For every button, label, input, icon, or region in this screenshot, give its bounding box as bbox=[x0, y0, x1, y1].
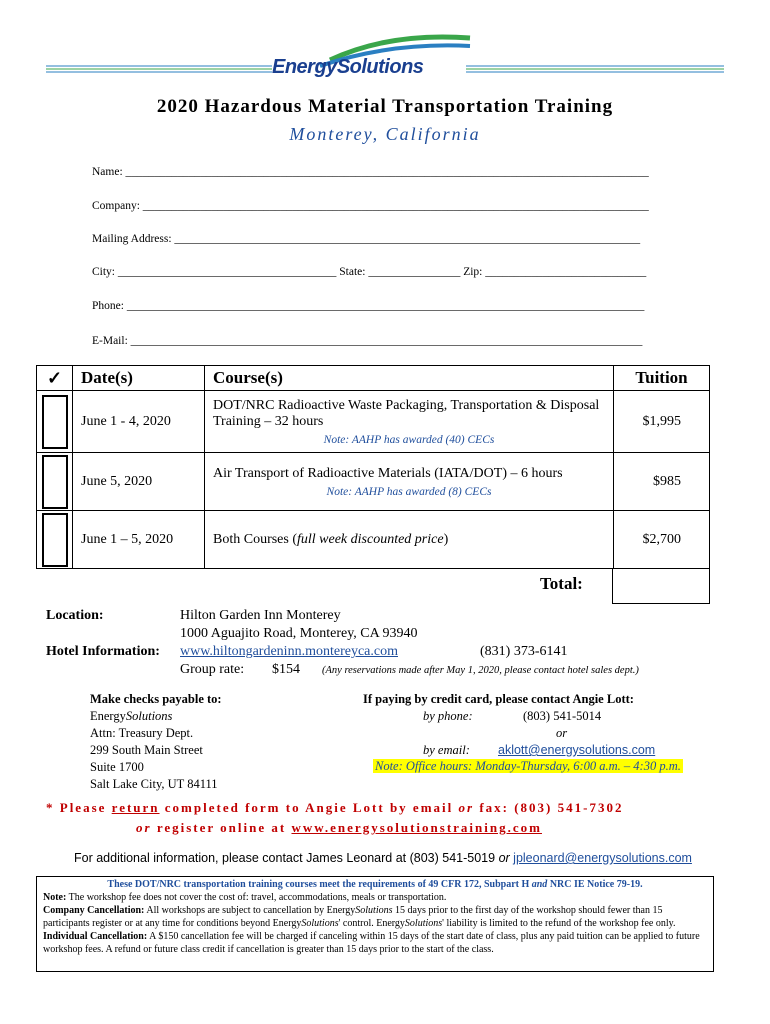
total-label: Total: bbox=[540, 574, 583, 593]
course-3-tuition: $2,700 bbox=[614, 511, 710, 569]
course-1-tuition: $1,995 bbox=[614, 391, 710, 453]
checks-payable-block bbox=[90, 691, 350, 793]
phone-field[interactable]: Phone: __________________________________________________________________________________________ bbox=[92, 300, 645, 312]
credit-or: or bbox=[556, 726, 568, 740]
course-2-date: June 5, 2020 bbox=[73, 453, 205, 511]
checks-payee: EnergySolutions bbox=[90, 709, 173, 723]
terms-header: These DOT/NRC transportation training courses meet the requirements of 49 CFR 172, Subpart H and NRC IE Notice 79-19. bbox=[107, 879, 643, 890]
hotel-phone: (831) 373-6141 bbox=[480, 644, 568, 659]
reservation-note: (Any reservations made after May 1, 2020, please contact hotel sales dept.) bbox=[322, 665, 639, 676]
credit-phone: (803) 541-5014 bbox=[523, 709, 602, 723]
additional-info: For additional information, please contact James Leonard at (803) 541-5019 or jpleonard@energysolutions.com bbox=[74, 851, 692, 865]
course-2-note: Note: AAHP has awarded (8) CECs bbox=[326, 485, 492, 498]
table-row bbox=[37, 453, 710, 511]
additional-email-link[interactable]: jpleonard@energysolutions.com bbox=[513, 851, 692, 865]
course-3-title: Both Courses (full week discounted price) bbox=[205, 511, 614, 569]
hotel-name: Hilton Garden Inn Monterey bbox=[180, 608, 341, 623]
city-state-zip-field[interactable]: City: ______________________________________ State: ________________ Zip: ____________________________ bbox=[92, 266, 647, 278]
terms-box bbox=[36, 876, 714, 972]
location-label: Location: bbox=[46, 608, 104, 623]
name-field[interactable]: Name: ___________________________________________________________________________________________ bbox=[92, 166, 649, 178]
group-rate-value: $154 bbox=[272, 662, 300, 677]
course-table bbox=[36, 365, 710, 569]
return-instructions: * Please return completed form to Angie Lott by email or fax: (803) 541-7302 bbox=[46, 800, 624, 815]
course-2-title: Air Transport of Radioactive Materials (IATA/DOT) – 6 hours bbox=[213, 465, 563, 481]
tuition-header: Tuition bbox=[614, 366, 710, 391]
course-3-date: June 1 – 5, 2020 bbox=[73, 511, 205, 569]
hotel-url-link[interactable]: www.hiltongardeninn.montereyca.com bbox=[180, 644, 398, 659]
course-1-title: DOT/NRC Radioactive Waste Packaging, Transportation & Disposal Training – 32 hours bbox=[213, 397, 600, 429]
credit-email-link[interactable]: aklott@energysolutions.com bbox=[498, 743, 656, 757]
page-title: 2020 Hazardous Material Transportation Training bbox=[156, 96, 614, 117]
terms-individual-cancellation: Individual Cancellation: A $150 cancellation fee will be charged if canceling within 15 days of the start date of class, plus any paid tuition can be applied to future workshop fees. A refund or future class credit if cancellation is greater than 15 days prior to the start of the class. bbox=[43, 931, 700, 955]
checks-heading: Make checks payable to: bbox=[90, 692, 222, 706]
hotel-info-label: Hotel Information: bbox=[46, 644, 160, 659]
course-1-checkbox[interactable] bbox=[42, 395, 68, 449]
course-2-cell bbox=[205, 453, 614, 511]
course-2-checkbox[interactable] bbox=[42, 455, 68, 509]
table-header-row bbox=[37, 366, 710, 391]
company-field[interactable]: Company: ________________________________________________________________________________________ bbox=[92, 200, 649, 212]
date-header: Date(s) bbox=[73, 366, 205, 391]
register-url-link[interactable]: www.energysolutionstraining.com bbox=[291, 820, 542, 835]
page-subtitle: Monterey, California bbox=[289, 124, 481, 144]
course-2-tuition: $985 bbox=[614, 453, 710, 511]
table-row bbox=[37, 511, 710, 569]
hotel-address: 1000 Aguajito Road, Monterey, CA 93940 bbox=[180, 626, 418, 641]
register-online-line: or register online at www.energysolutionstraining.com bbox=[136, 820, 542, 835]
office-hours-note: Note: Office hours: Monday-Thursday, 6:00 a.m. – 4:30 p.m. bbox=[375, 759, 681, 773]
table-row bbox=[37, 391, 710, 453]
checkmark-icon: ✓ bbox=[37, 366, 73, 391]
credit-by-phone-label: by phone: bbox=[423, 709, 473, 723]
checks-city: Salt Lake City, UT 84111 bbox=[90, 777, 218, 791]
email-field[interactable]: E-Mail: _________________________________________________________________________________________ bbox=[92, 335, 643, 347]
course-1-note: Note: AAHP has awarded (40) CECs bbox=[323, 433, 495, 446]
course-1-date: June 1 - 4, 2020 bbox=[73, 391, 205, 453]
total-input[interactable] bbox=[612, 568, 710, 604]
checks-street: 299 South Main Street bbox=[90, 743, 203, 757]
group-rate-label: Group rate: bbox=[180, 662, 245, 677]
checks-suite: Suite 1700 bbox=[90, 760, 144, 774]
mailing-address-field[interactable]: Mailing Address: _________________________________________________________________________________ bbox=[92, 233, 641, 245]
credit-by-email-label: by email: bbox=[423, 743, 470, 757]
terms-company-cancellation: Company Cancellation: All workshops are subject to cancellation by EnergySolutions 15 days prior to the first day of the workshop should fewer than 15 participants register or at any time for conditions beyond EnergySolutions' control. EnergySolutions' liability is limited to the refund of the workshop fee only. bbox=[43, 905, 676, 929]
course-header: Course(s) bbox=[205, 366, 614, 391]
course-1-cell bbox=[205, 391, 614, 453]
logo-wordmark: EnergySolutions bbox=[272, 56, 424, 78]
credit-heading: If paying by credit card, please contact Angie Lott: bbox=[363, 692, 634, 706]
course-3-checkbox[interactable] bbox=[42, 513, 68, 567]
terms-note: Note: The workshop fee does not cover the cost of: travel, accommodations, meals or transportation. bbox=[43, 892, 447, 903]
checks-attn: Attn: Treasury Dept. bbox=[90, 726, 194, 740]
